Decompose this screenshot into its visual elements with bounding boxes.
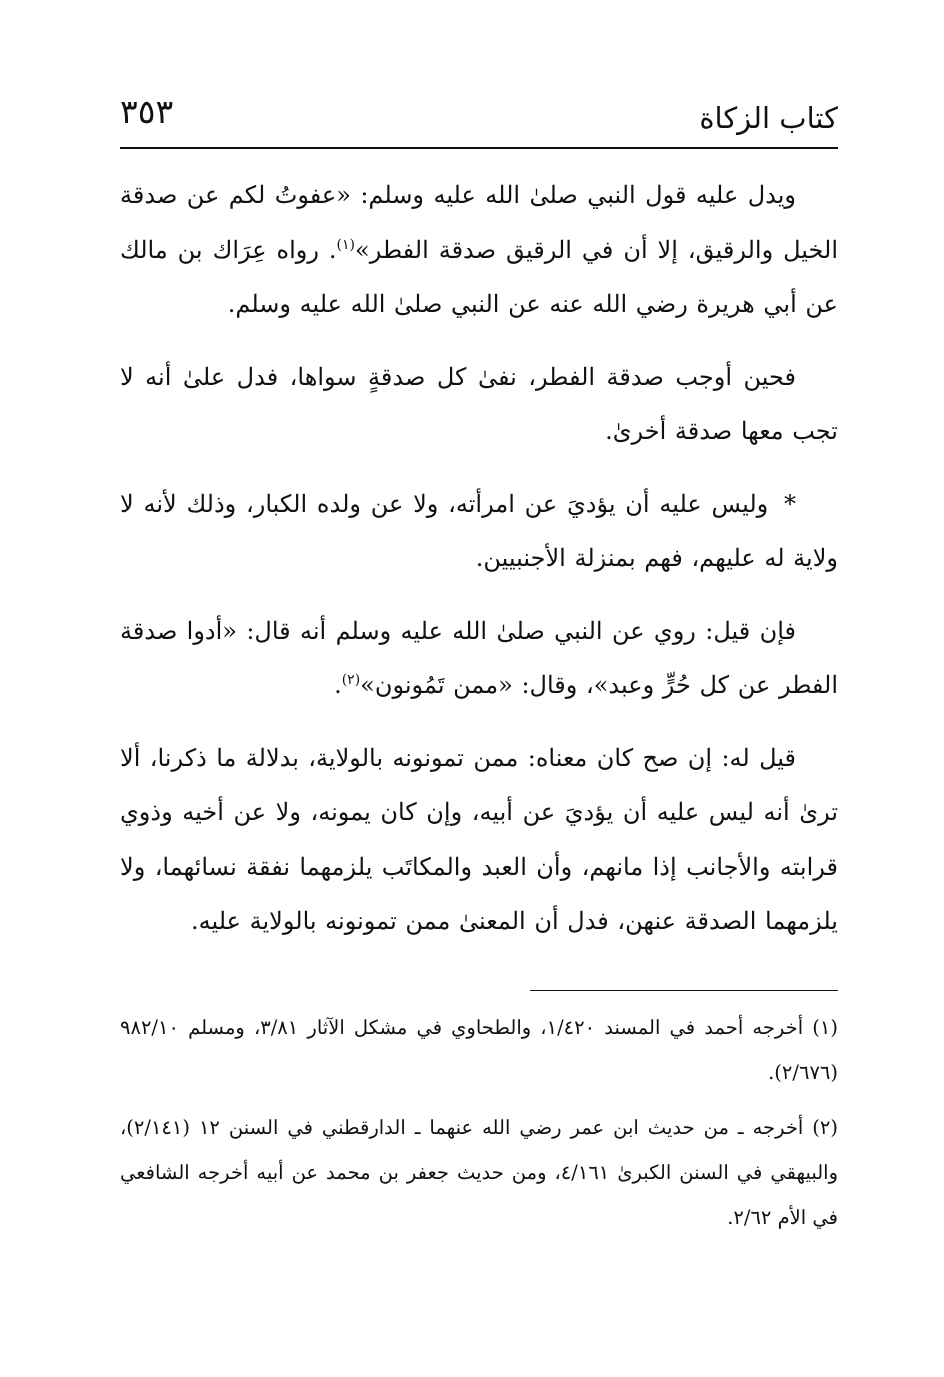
paragraph-4 (120, 604, 838, 713)
paragraph-4-text: فإن قيل: روي عن النبي صلىٰ الله عليه وسلم أنه قال: «أدوا صدقة الفطر عن كل حُرٍّ وعبد»، وقال: «ممن تَمُونون» (120, 616, 838, 699)
running-title: كتاب الزكاة (699, 101, 838, 135)
paragraph-1-text: ويدل عليه قول النبي صلىٰ الله عليه وسلم: «عفوتُ لكم عن صدقة الخيل والرقيق، إلا أن في الرقيق صدقة الفطر» (120, 181, 839, 264)
footnote-rule (530, 990, 838, 991)
footnote-2: (٢) أخرجه ـ من حديث ابن عمر رضي الله عنهما ـ الدارقطني في السنن ١٢ (٢/١٤١)، والبيهقي في السنن الكبرىٰ ٤/١٦١، ومن حديث جعفر بن محمد عن أبيه أخرجه الشافعي في الأم ٢/٦٢. (120, 1116, 838, 1229)
paragraph-5: قيل له: إن صح كان معناه: ممن تمونونه بالولاية، بدلالة ما ذكرنا، ألا ترىٰ أنه ليس عليه أن يؤديَ عن أبيه، وإن كان يمونه، ولا عن أخيه وذوي قرابته والأجانب إذا مانهم، وأن العبد والمكاتَب يلزمهما نفقة نسائهما، ولا يلزمهما الصدقة عنهن، فدل أن المعنىٰ ممن تمونونه بالولاية عليه. (120, 743, 838, 935)
footnotes (120, 1005, 838, 1250)
footnote-1: (١) أخرجه أحمد في المسند ١/٤٢٠، والطحاوي في مشكل الآثار ٣/٨١، ومسلم ٩٨٢/١٠ (٢/٦٧٦). (120, 1016, 839, 1084)
paragraph-2: فحين أوجب صدقة الفطر، نفىٰ كل صدقةٍ سواها، فدل علىٰ أنه لا تجب معها صدقة أخرىٰ. (120, 362, 838, 445)
footnote-ref-2: (٢) (341, 672, 361, 688)
page-header (120, 88, 838, 144)
asterisk-bullet: * (783, 489, 796, 518)
paragraph-1-tail: . رواه عِرَاك بن مالك عن أبي هريرة رضي الله عنه عن النبي صلىٰ الله عليه وسلم. (120, 235, 838, 318)
paragraph-3-text: وليس عليه أن يؤديَ عن امرأته، ولا عن ولده الكبار، وذلك لأنه لا ولاية له عليهم، فهم بمنزلة الأجنبيين. (120, 489, 838, 572)
body-text (120, 168, 838, 967)
paragraph-4-tail: . (334, 671, 342, 699)
paragraph-1 (120, 168, 838, 332)
header-rule (120, 147, 838, 149)
footnote-ref-1: (١) (336, 236, 356, 253)
paragraph-3 (120, 477, 838, 586)
page-number: ٣٥٣ (120, 92, 174, 131)
